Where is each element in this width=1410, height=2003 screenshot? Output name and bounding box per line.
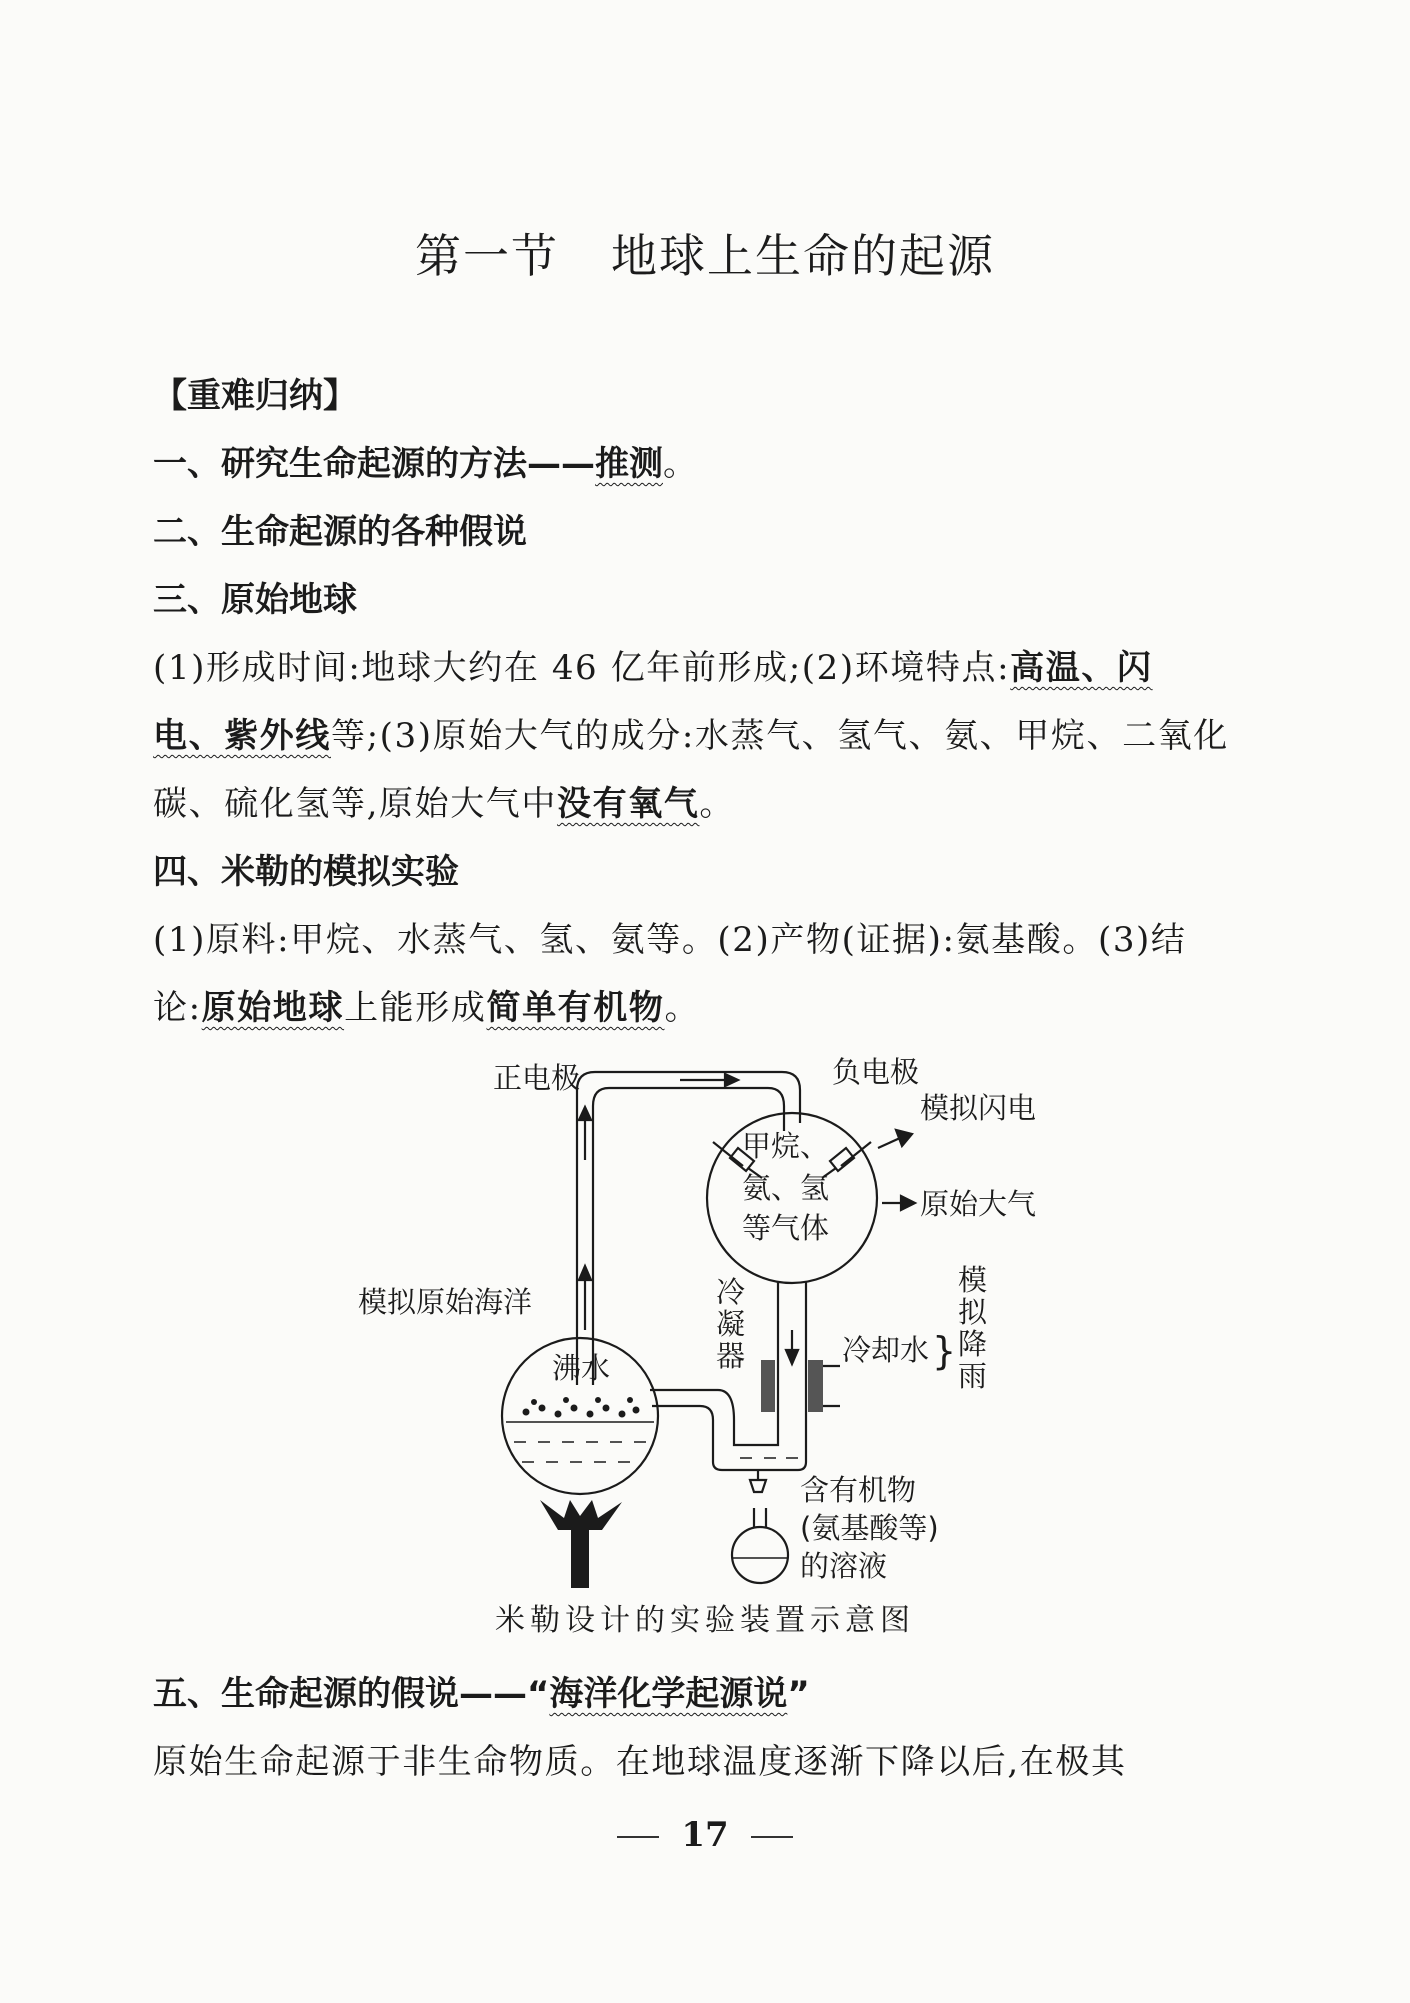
keyword: 简单有机物 [486, 988, 665, 1028]
summary-content [153, 362, 1283, 1042]
paragraph-line: (1)形成时间:地球大约在 46 亿年前形成;(2)环境特点:高温、闪 [153, 648, 1153, 688]
simulate-ocean-label: 模拟原始海洋 [358, 1285, 533, 1319]
solution-label-line-2: (氨基酸等) [800, 1511, 939, 1545]
section-number: 第一节 [415, 229, 559, 283]
brace-glyph: } [932, 1329, 957, 1373]
condenser-label-2: 凝 [716, 1307, 746, 1341]
positive-electrode-label: 正电极 [493, 1061, 581, 1095]
page-title [0, 220, 1410, 286]
simulate-rain-label-3: 降 [958, 1327, 988, 1361]
solution-label-line-1: 含有机物 [800, 1473, 917, 1507]
paragraph-line: 碳、硫化氢等,原始大气中没有氧气。 [153, 784, 736, 824]
gas-label-line-3: 等气体 [742, 1211, 830, 1245]
condenser-label-1: 冷 [716, 1275, 746, 1309]
section-4-heading: 四、米勒的模拟实验 [153, 852, 459, 892]
section-3-heading: 三、原始地球 [153, 580, 357, 620]
simulate-rain-label-2: 拟 [958, 1295, 988, 1329]
keyword: 原始地球 [201, 988, 345, 1028]
boiling-water-label: 沸水 [552, 1351, 611, 1385]
primitive-atmosphere-label: 原始大气 [920, 1187, 1037, 1221]
paragraph-line: 电、紫外线等;(3)原始大气的成分:水蒸气、氢气、氨、甲烷、二氧化 [153, 716, 1229, 756]
miller-apparatus-diagram [330, 1030, 1110, 1590]
condenser-label-3: 器 [716, 1339, 746, 1373]
paragraph-line: 论:原始地球上能形成简单有机物。 [153, 988, 701, 1028]
paragraph-line: 原始生命起源于非生命物质。在地球温度逐渐下降以后,在极其 [153, 1742, 1127, 1782]
section-5-heading: 五、生命起源的假说——“海洋化学起源说” [153, 1674, 810, 1714]
section-5 [153, 1660, 1283, 1796]
keyword: 高温、闪 [1010, 648, 1153, 688]
negative-electrode-label: 负电极 [832, 1055, 920, 1089]
keyword: 没有氧气 [557, 784, 700, 824]
section-2-heading: 二、生命起源的各种假说 [153, 512, 527, 552]
keyword: 电、紫外线 [153, 716, 331, 756]
solution-label-line-3: 的溶液 [800, 1549, 888, 1583]
gas-label-line-1: 甲烷、 [742, 1129, 830, 1163]
page-number: 17 [0, 1815, 1410, 1855]
simulate-rain-label-1: 模 [958, 1263, 988, 1297]
summary-tag: 【重难归纳】 [153, 376, 357, 416]
keyword: 推测 [595, 444, 663, 484]
keyword: 海洋化学起源说 [549, 1674, 788, 1714]
simulate-lightning-label: 模拟闪电 [920, 1091, 1037, 1125]
simulate-rain-label-4: 雨 [958, 1359, 988, 1393]
cooling-water-label: 冷却水 [842, 1333, 930, 1367]
paragraph-line: (1)原料:甲烷、水蒸气、氢、氨等。(2)产物(证据):氨基酸。(3)结 [153, 920, 1187, 960]
section-title: 地球上生命的起源 [611, 229, 995, 283]
section-1-heading: 一、研究生命起源的方法——推测。 [153, 444, 697, 484]
gas-label-line-2: 氨、氢 [742, 1171, 830, 1205]
figure-caption: 米勒设计的实验装置示意图 [495, 1603, 915, 1638]
